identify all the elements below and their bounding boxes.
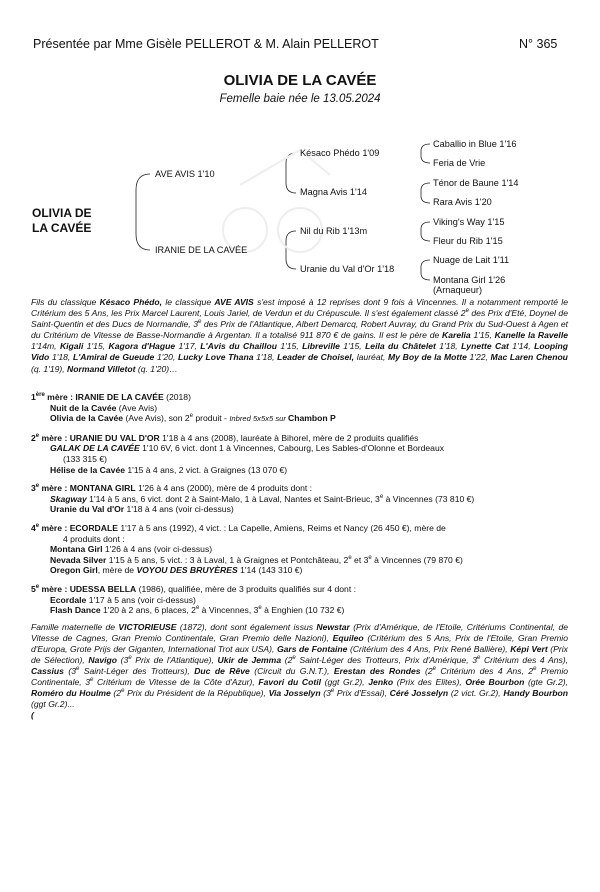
pedigree-gen3-7: Nuage de Lait 1'11 (433, 255, 510, 265)
pedigree-dam-dam: Uranie du Val d'Or 1'18 (300, 264, 395, 274)
pedigree-dam-sire: Nil du Rib 1'13m (300, 226, 368, 236)
family-paragraph: Famille maternelle de VICTORIEUSE (1872), dont sont également issus Newstar (Prix d'Amérique, de l'Etoile, Critériums Continental, de Vitesse de Cagnes, Gran Premio Continentale, Gran Premio delle Nazioni), Equileo (Critérium des 5 Ans, Prix de l'Etoile, Gran Premio d'Europa, Grote Prijs der Giganten, International Trot aux USA), Gars de Fontaine (Critérium des 4 Ans, Prix René Ballière), Képi Vert (Prix de Sélection), Navigo (3e Prix de l'Atlantique), Ukir de Jemma (2e Saint-Léger des Trotteurs, Prix d'Amérique, 3e Critérium des 4 Ans), Cassius (3e Saint-Léger des Trotteurs), Duc de Rêve (Circuit du G.N.T.), Erestan des Rondes (2e Critérium des 4 Ans, 2e Premio Continentale, 3e Critérium de Vitesse de la Côte d'Azur), Favori du Cotil (ggt Gr.2), Jenko (Prix des Elites), Orée Bourbon (gte Gr.2), Roméro du Houlme (2e Prix du Président de la République), Via Josselyn (3e Prix d'Essai), Céré Josselyn (2 vict. Gr.2), Handy Bourbon (ggt Gr.2)... ( (31, 622, 569, 720)
pedigree-gen3-2: Feria de Vrie (433, 158, 486, 168)
horse-title: OLIVIA DE LA CAVÉE (223, 72, 377, 89)
pedigree-gen3-8-sire: (Arnaqueur) (433, 285, 483, 295)
pedigree-gen3-3: Ténor de Baune 1'14 (433, 178, 519, 188)
pedigree-gen3-6: Fleur du Rib 1'15 (433, 236, 503, 246)
pedigree-horse-name (32, 206, 92, 236)
dam-5: 5e mère : UDESSA BELLA (1986), qualifiée, mère de 3 produits qualifiés sur 4 dont : Ecordale 1'17 à 5 ans (voir ci-dessus) Flash Dance 1'20 à 2 ans, 6 places, 2e à Vincennes, 3e à Enghien (10 732 €) (31, 583, 356, 616)
dam-3: 3e mère : MONTANA GIRL 1'26 à 4 ans (2000), mère de 4 produits dont : Skagway 1'14 à 5 ans, 6 vict. dont 2 à Saint-Malo, 1 à Laval, Nantes et Saint-Brieuc, 3e à Vincennes (73 810 €) Uranie du Val d'Or 1'18 à 4 ans (voir ci-dessus) (31, 483, 475, 515)
dam-line (31, 392, 568, 624)
pedigree-sire: AVE AVIS 1'10 (155, 169, 215, 179)
pedigree-sire-dam: Magna Avis 1'14 (300, 187, 367, 197)
horse-name-line1: OLIVIA DE (32, 206, 92, 220)
dam-2: 2e mère : URANIE DU VAL D'OR 1'18 à 4 ans (2008), lauréate à Bihorel, mère de 2 produits qualifiés GALAK DE LA CAVÉE 1'10 6V, 6 vict. dont 1 à Vincennes, Cabourg, Les Sables-d'Olonne et Bordeaux (133 315 €) Hélise de la Cavée 1'15 à 4 ans, 2 vict. à Graignes (13 070 €) (31, 432, 445, 475)
pedigree-gen3-8: Montana Girl 1'26 (433, 275, 506, 285)
dam-1: 1ère mère : IRANIE DE LA CAVÉE (2018) Nuit de la Cavée (Ave Avis) Olivia de la Cavée (Ave Avis), son 2e produit - Inbred 5x5x5 sur Chambon P (31, 392, 336, 424)
horse-name-line2: LA CAVÉE (32, 221, 92, 235)
dam-4: 4e mère : ECORDALE 1'17 à 5 ans (1992), 4 vict. : La Capelle, Amiens, Reims et Nancy (26 450 €), mère de 4 produits dont : Montana Girl 1'26 à 4 ans (voir ci-dessus) Nevada Silver 1'15 à 5 ans, 5 vict. : 3 à Laval, 1 à Graignes et Pontchâteau, 2e et 3e à Vincennes (79 870 €) Oregon Girl, mère de VOYOU DES BRUYÈRES 1'14 (143 310 €) (31, 522, 463, 576)
pedigree-gen3-4: Rara Avis 1'20 (433, 197, 492, 207)
sire-narrative: Fils du classique Késaco Phédo, le classique AVE AVIS s'est imposé à 12 reprises dont 9 fois à Vincennes. Il a notamment remporté le Critérium des 5 Ans, les Prix Marcel Laurent, Louis Jariel, de Verdun et du Crépuscule. Il s'est également classé 2e des Prix d'Eté, Doynel de Saint-Quentin et des Ducs de Normandie, 3e des Prix de l'Atlantique, Albert Demarcq, Robert Auvray, du Grand Prix du Sud-Ouest à Agen et du Critérium de Vitesse de Basse-Normandie à Argentan. Il a totalisé 911 870 € de gains. Il est le père de Karelia 1'15, Kanelle la Ravelle 1'14m, Kigali 1'15, Kagora d'Hague 1'17, L'Avis du Chaillou 1'15, Libreville 1'15, Leila du Châtelet 1'18, Lynette Cat 1'14, Looping Vido 1'18, L'Amiral de Gueude 1'20, Lucky Love Thana 1'18, Leader de Choisel, lauréat, My Boy de la Motte 1'22, Mac Laren Chenou (q. 1'19), Normand Villetot (q. 1'20)… (31, 297, 568, 374)
pedigree-gen3-1: Caballio in Blue 1'16 (433, 139, 517, 149)
pedigree-sire-sire: Késaco Phédo 1'09 (300, 148, 380, 158)
pedigree-dam: IRANIE DE LA CAVÉE (155, 245, 248, 255)
horse-subtitle: Femelle baie née le 13.05.2024 (219, 93, 381, 105)
pedigree-gen3-5: Viking's Way 1'15 (433, 217, 505, 227)
presenter-line: Présentée par Mme Gisèle PELLEROT & M. Alain PELLEROT (33, 37, 379, 51)
lot-number: N° 365 (519, 37, 558, 51)
